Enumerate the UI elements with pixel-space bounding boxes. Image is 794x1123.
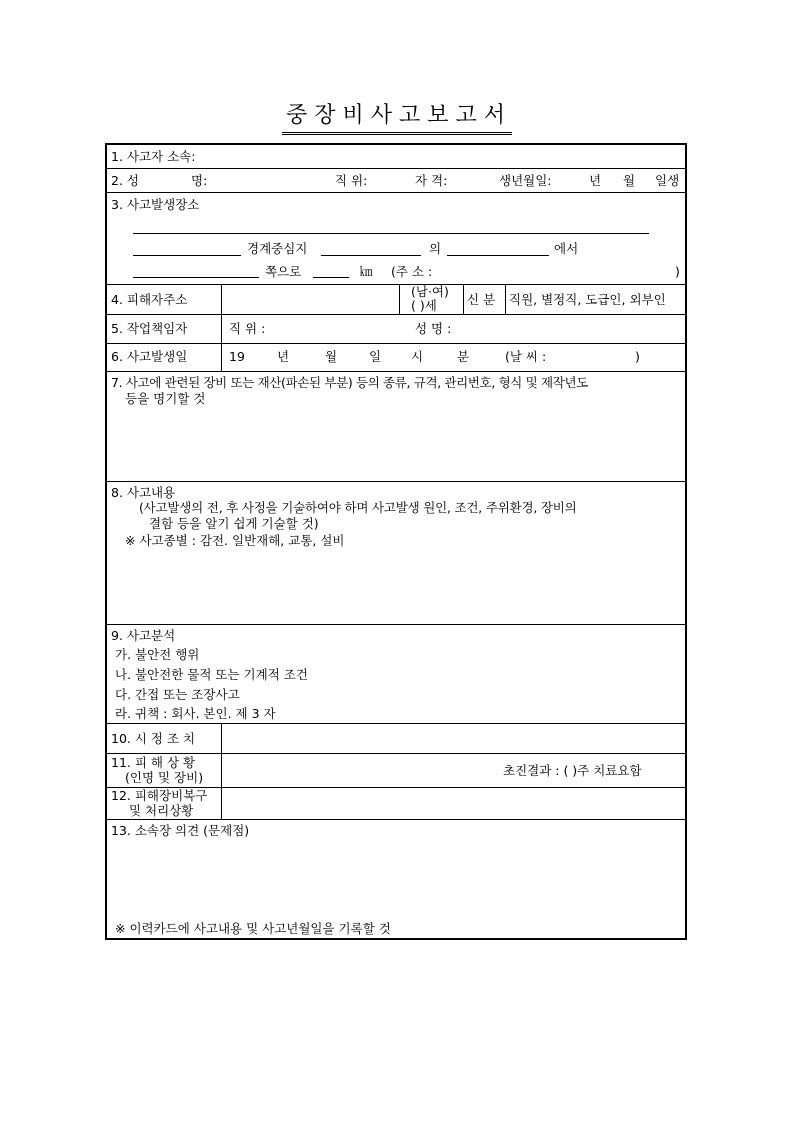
- direction-label: 쪽으로: [265, 264, 302, 279]
- content-label: 8. 사고내용: [111, 485, 176, 500]
- date-hour-unit: 시: [411, 349, 424, 364]
- position-label: 직 위:: [335, 173, 368, 188]
- of-label: 의: [429, 241, 442, 256]
- manager-opinion-label: 13. 소속장 의견 (문제점): [111, 823, 250, 838]
- status-label: 신 분: [467, 292, 496, 307]
- divider: [221, 315, 222, 343]
- supervisor-name-label: 성 명 :: [415, 321, 452, 336]
- divider: [463, 285, 464, 314]
- row-equipment-details: [107, 372, 685, 482]
- record-card-note: ※ 이력카드에 사고내용 및 사고년월일을 기록할 것: [115, 921, 391, 936]
- divider: [221, 285, 222, 314]
- damage-label-1: 11. 피 해 상 황: [111, 755, 196, 770]
- accident-type-note: ※ 사고종별 : 감전. 일반재해, 교통, 설비: [125, 533, 345, 548]
- equipment-instructions-1: 7. 사고에 관련된 장비 또는 재산(파손된 부분) 등의 종류, 규격, 관리번호, 형식 및 제작년도: [111, 375, 588, 390]
- date-minute-unit: 분: [457, 349, 470, 364]
- gender-label: (남·여): [411, 284, 449, 299]
- row-work-supervisor: [107, 315, 685, 344]
- location-line-3a: [133, 277, 259, 278]
- divider: [505, 285, 506, 314]
- row-affiliation: [107, 145, 685, 169]
- date-month-unit: 월: [325, 349, 338, 364]
- recovery-label-2: 및 처리상황: [129, 803, 194, 818]
- row-accident-date: [107, 344, 685, 372]
- birth-day-unit: 일생: [655, 173, 680, 188]
- row-corrective-action: [107, 724, 685, 754]
- date-day-unit: 일: [369, 349, 382, 364]
- birthdate-label: 생년월일:: [499, 173, 552, 188]
- divider: [221, 754, 222, 787]
- analysis-item-b: 나. 불안전한 물적 또는 기계적 조건: [115, 667, 308, 682]
- birth-month-unit: 월: [623, 173, 636, 188]
- row-accident-analysis: [107, 625, 685, 724]
- name-label-a: 2. 성: [111, 173, 139, 188]
- recovery-label-1: 12. 피해장비복구: [111, 788, 208, 803]
- weather-close: ): [635, 349, 640, 364]
- analysis-item-c: 다. 간접 또는 조장사고: [115, 687, 240, 702]
- treatment-result: 초진결과 : ( )주 치료요함: [503, 763, 642, 778]
- supervisor-position-label: 직 위 :: [229, 321, 266, 336]
- supervisor-label: 5. 작업책임자: [111, 321, 188, 336]
- location-label: 3. 사고발생장소: [111, 197, 200, 212]
- divider: [221, 344, 222, 371]
- report-form: [105, 143, 687, 940]
- victim-address-label: 4. 피해자주소: [111, 292, 188, 307]
- divider: [221, 788, 222, 819]
- row-manager-opinion: [107, 820, 685, 938]
- analysis-item-a: 가. 불안전 행위: [115, 647, 200, 662]
- divider: [221, 724, 222, 753]
- address-close: ): [675, 264, 680, 279]
- row-damage-status: [107, 754, 685, 788]
- name-label-b: 명:: [191, 173, 208, 188]
- qualification-label: 자 격:: [415, 173, 448, 188]
- location-line-2a: [133, 255, 241, 256]
- corrective-action-label: 10. 시 정 조 치: [111, 731, 196, 746]
- accident-date-label: 6. 사고발생일: [111, 349, 188, 364]
- address-label: (주 소 :: [391, 264, 433, 279]
- date-year-unit: 년: [277, 349, 290, 364]
- location-line-1: [133, 233, 649, 234]
- center-label: 경계중심지: [247, 241, 308, 256]
- location-line-2b: [321, 255, 421, 256]
- location-line-3b: [313, 277, 349, 278]
- date-year-prefix: 19: [229, 349, 245, 364]
- document-title: 중장비사고보고서: [282, 98, 512, 135]
- weather-label: (날 씨 :: [505, 349, 547, 364]
- row-equipment-recovery: [107, 788, 685, 820]
- equipment-instructions-2: 등을 명기할 것: [125, 391, 206, 406]
- document-title-wrap: [0, 98, 794, 135]
- location-line-2c: [447, 255, 549, 256]
- affiliation-label: 1. 사고자 소속:: [111, 149, 196, 164]
- row-accident-content: [107, 482, 685, 625]
- row-personal-info: [107, 169, 685, 193]
- birth-year-unit: 년: [589, 173, 602, 188]
- km-unit: ㎞: [360, 264, 373, 279]
- content-instructions-1: (사고발생의 전, 후 사정을 기술하여야 하며 사고발생 원인, 조건, 주위환경, 장비의: [139, 500, 577, 515]
- row-victim-address: [107, 285, 685, 315]
- analysis-item-d: 라. 귀책 : 회사. 본인. 제 3 자: [115, 706, 276, 721]
- divider: [399, 285, 400, 314]
- status-options: 직원, 별정직, 도급인, 외부인: [509, 292, 666, 307]
- age-label: ( )세: [411, 298, 437, 313]
- analysis-label: 9. 사고분석: [111, 628, 176, 643]
- damage-label-2: (인명 및 장비): [125, 770, 204, 785]
- row-accident-location: [107, 193, 685, 285]
- content-instructions-2: 결함 등을 알기 쉽게 기술할 것): [149, 516, 319, 531]
- at-label: 에서: [554, 241, 579, 256]
